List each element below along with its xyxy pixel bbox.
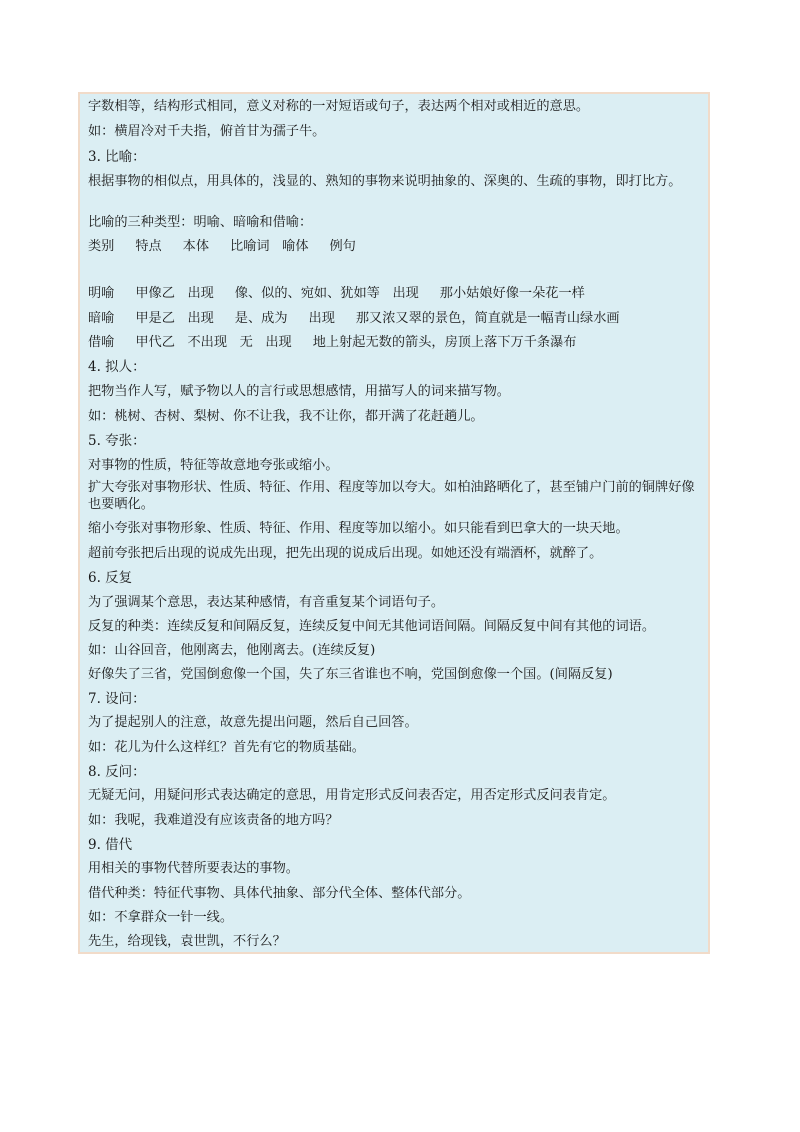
text-line: 如：山谷回音，他刚离去，他刚离去。(连续反复) (88, 643, 376, 658)
section-heading: 8. 反问： (88, 764, 146, 780)
table-header: 类别 特点 本体 比喻词 喻体 例句 (88, 239, 356, 254)
table-row: 暗喻 甲是乙 出现 是、成为 出现 那又浓又翠的景色，简直就是一幅青山绿水画 (88, 311, 620, 326)
table-row: 借喻 甲代乙 不出现 无 出现 地上射起无数的箭头，房顶上落下万千条瀑布 (88, 335, 577, 350)
text-line: 无疑无问，用疑问形式表达确定的意思，用肯定形式反问表否定，用否定形式反问表肯定。 (88, 788, 616, 803)
text-line: 好像失了三省，党国倒愈像一个国，失了东三省谁也不响，党国倒愈像一个国。(间隔反复) (88, 667, 613, 682)
text-line: 超前夸张把后出现的说成先出现，把先出现的说成后出现。如她还没有端酒杯，就醉了。 (88, 546, 603, 561)
text-line: 如：横眉冷对千夫指，俯首甘为孺子牛。 (88, 124, 326, 139)
text-line: 扩大夸张对事物形状、性质、特征、作用、程度等加以夸大。如柏油路晒化了，甚至铺户门前的铜牌好像也要晒化。 (88, 480, 695, 512)
section-heading: 3. 比喻： (88, 149, 146, 165)
text-line: 把物当作人写，赋予物以人的言行或思想感情，用描写人的词来描写物。 (88, 384, 510, 399)
text-line: 反复的种类：连续反复和间隔反复，连续反复中间无其他词语间隔。间隔反复中间有其他的词语。 (88, 619, 656, 634)
section-heading: 6. 反复 (88, 570, 133, 586)
section-heading: 5. 夸张： (88, 433, 146, 449)
text-line: 如：我呢，我难道没有应该责备的地方吗？ (88, 813, 339, 828)
text-line: 缩小夸张对事物形象、性质、特征、作用、程度等加以缩小。如只能看到巴拿大的一块天地。 (88, 521, 629, 536)
text-line: 字数相等，结构形式相同，意义对称的一对短语或句子，表达两个相对或相近的意思。 (88, 99, 590, 114)
text-line: 为了强调某个意思，表达某种感情，有音重复某个词语句子。 (88, 595, 445, 610)
text-line: 对事物的性质，特征等故意地夸张或缩小。 (88, 458, 339, 473)
text-line: 为了提起别人的注意，故意先提出问题，然后自己回答。 (88, 715, 418, 730)
section-heading: 9. 借代 (88, 837, 133, 853)
text-line: 用相关的事物代替所要表达的事物。 (88, 861, 299, 876)
text-line: 如：不拿群众一针一线。 (88, 910, 234, 925)
table-row: 明喻 甲像乙 出现 像、似的、宛如、犹如等 出现 那小姑娘好像一朵花一样 (88, 286, 585, 301)
section-heading: 7. 设问： (88, 691, 146, 707)
text-line: 比喻的三种类型：明喻、暗喻和借喻： (88, 215, 313, 230)
section-heading: 4. 拟人： (88, 359, 146, 375)
text-line: 如：花儿为什么这样红？首先有它的物质基础。 (88, 740, 365, 755)
text-line: 根据事物的相似点，用具体的，浅显的、熟知的事物来说明抽象的、深奥的、生疏的事物，即打比方。 (88, 174, 682, 189)
text-line: 借代种类：特征代事物、具体代抽象、部分代全体、整体代部分。 (88, 886, 471, 901)
text-line: 如：桃树、杏树、梨树、你不让我，我不让你，都开满了花赶趟儿。 (88, 409, 484, 424)
text-line: 先生，给现钱，袁世凯，不行么？ (88, 934, 286, 949)
